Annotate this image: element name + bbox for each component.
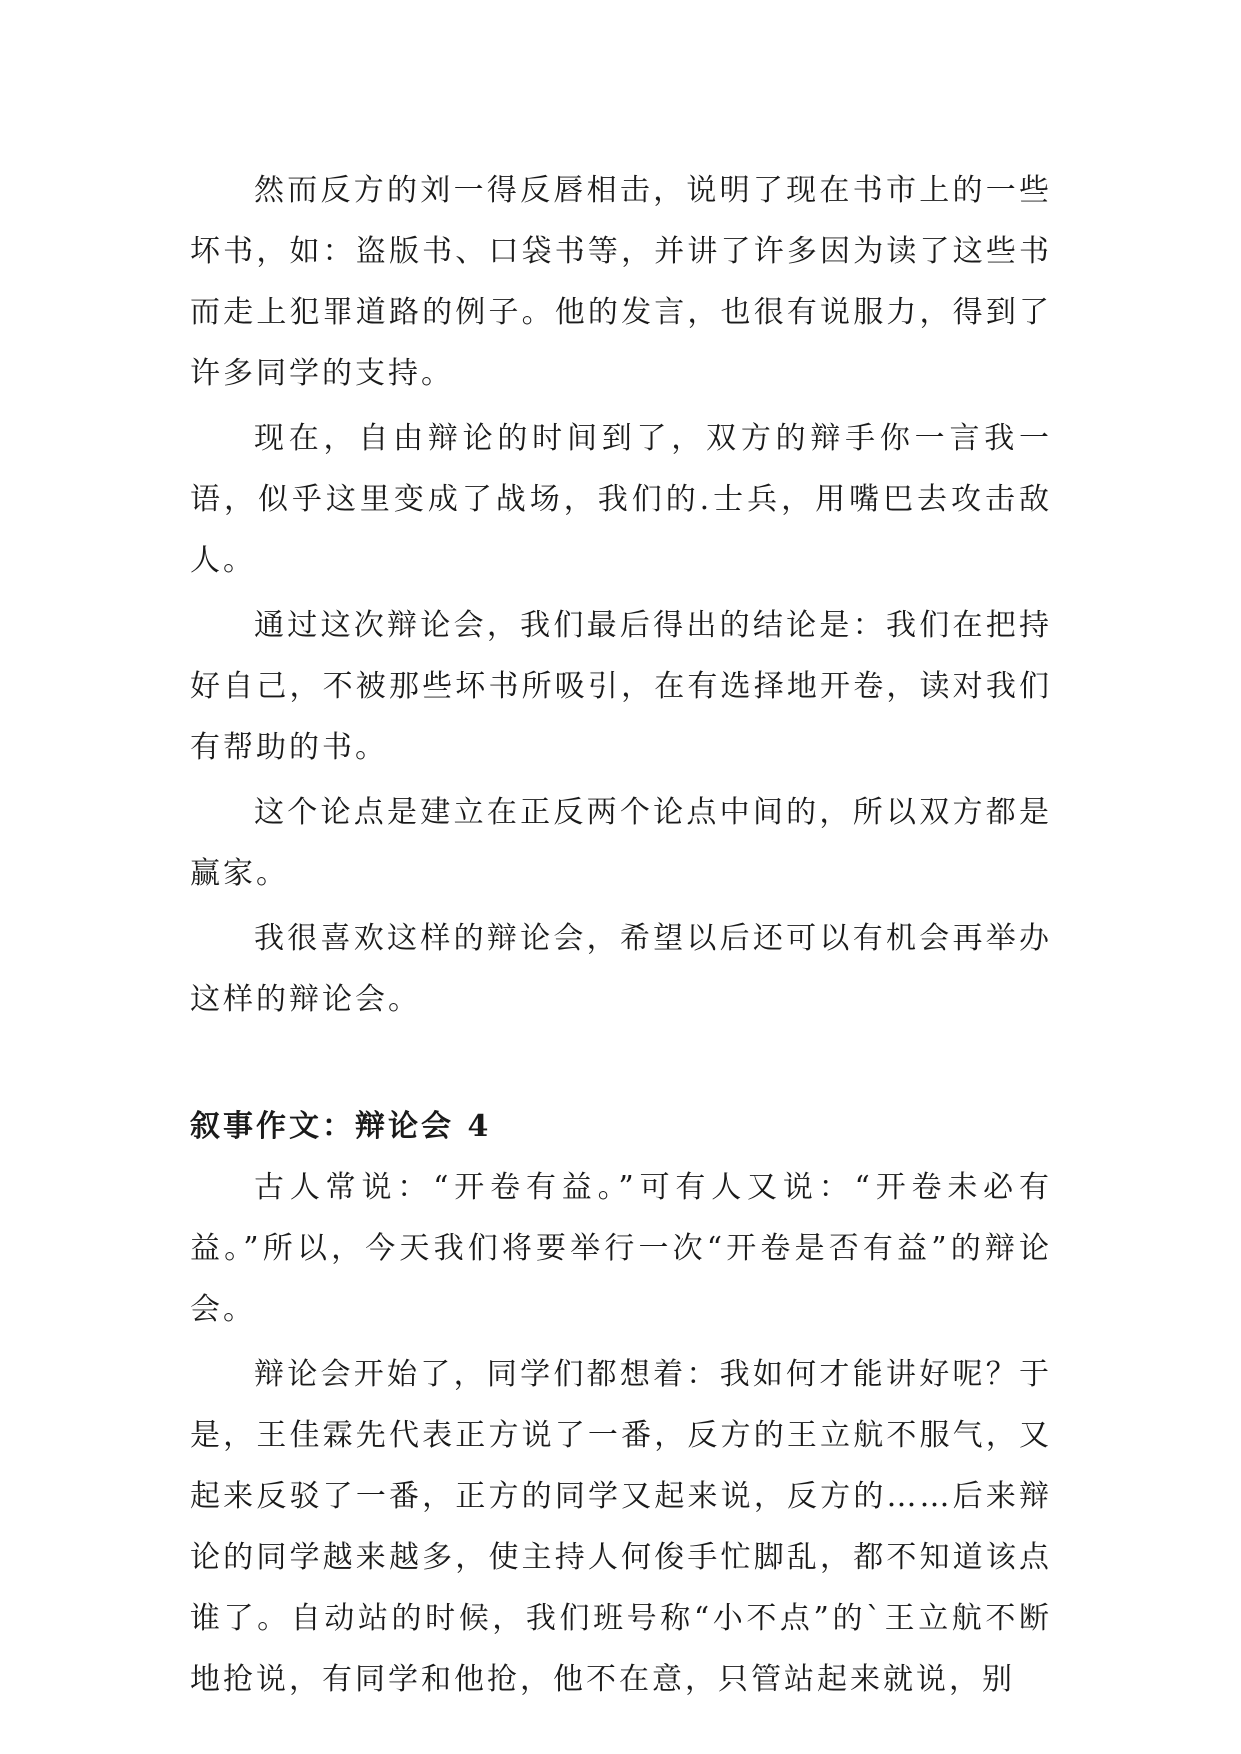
paragraph-debate-start: 辩论会开始了，同学们都想着：我如何才能讲好呢？于是，王佳霖先代表正方说了一番，反方的王立航不服气，又起来反驳了一番，正方的同学又起来说，反方的……后来辩论的同学越来越多，使主持人何俊手忙脚乱，都不知道该点谁了。自动站的时候，我们班号称“小不点”的`王立航不断地抢说，有同学和他抢，他不在意，只管站起来就说，别 <box>190 1357 1052 1697</box>
paragraph-closing: 我很喜欢这样的辩论会，希望以后还可以有机会再举办这样的辩论会。 <box>190 921 1052 1017</box>
section-title: 叙事作文：辩论会 4 <box>190 1109 492 1144</box>
paragraph-free-debate: 现在，自由辩论的时间到了，双方的辩手你一言我一语，似乎这里变成了战场，我们的.士兵，用嘴巴去攻击敌人。 <box>190 421 1052 578</box>
paragraph-winners: 这个论点是建立在正反两个论点中间的，所以双方都是赢家。 <box>190 795 1052 891</box>
paragraph-intro: 古人常说：“开卷有益。”可有人又说：“开卷未必有益。”所以，今天我们将要举行一次“开卷是否有益”的辩论会。 <box>190 1170 1052 1327</box>
paragraph-rebuttal: 然而反方的刘一得反唇相击，说明了现在书市上的一些坏书，如：盗版书、口袋书等，并讲了许多因为读了这些书而走上犯罪道路的例子。他的发言，也很有说服力，得到了许多同学的支持。 <box>190 173 1052 391</box>
document-page <box>190 160 1052 1710</box>
paragraph-conclusion: 通过这次辩论会，我们最后得出的结论是：我们在把持好自己，不被那些坏书所吸引，在有选择地开卷，读对我们有帮助的书。 <box>190 608 1052 765</box>
